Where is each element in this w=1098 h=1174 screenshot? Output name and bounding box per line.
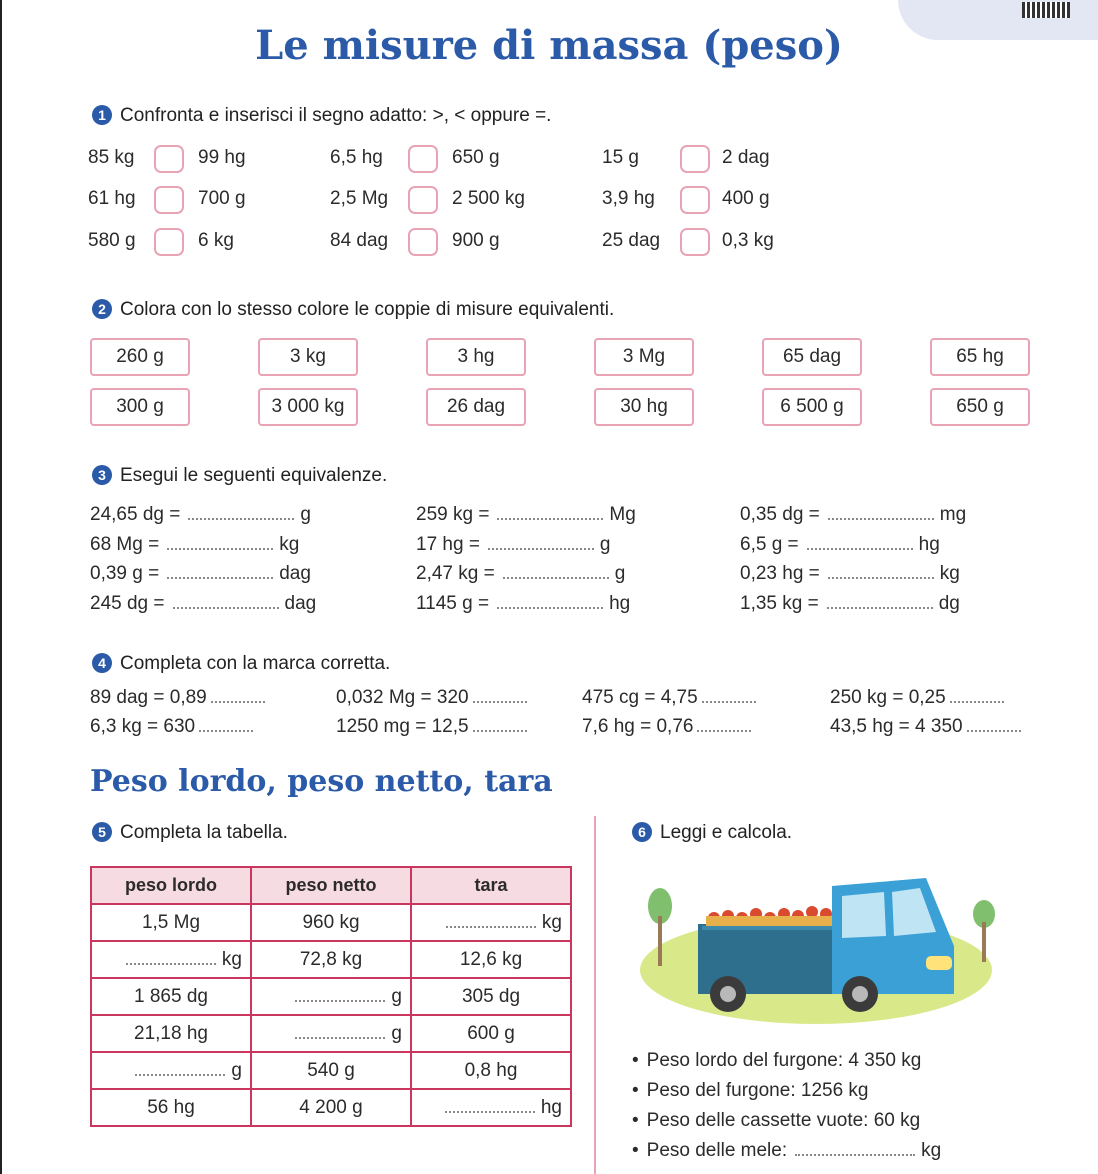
equivalence-item xyxy=(740,593,960,615)
table-cell[interactable] xyxy=(91,1052,251,1089)
table-row xyxy=(91,1089,571,1126)
measure-pill[interactable]: 3 kg xyxy=(258,338,358,376)
unit-blank[interactable] xyxy=(473,716,527,732)
answer-blank[interactable] xyxy=(167,534,273,550)
equivalence-lhs: 1,35 kg = xyxy=(740,593,819,614)
bullet-text: Peso delle cassette vuote: 60 kg xyxy=(646,1110,921,1131)
table-cell: 72,8 kg xyxy=(251,941,411,978)
measure-pill[interactable]: 3 000 kg xyxy=(258,388,358,426)
measure-right: 400 g xyxy=(722,188,770,209)
answer-blank[interactable] xyxy=(167,563,273,579)
unit-item xyxy=(90,716,253,738)
answer-blank[interactable] xyxy=(795,1140,915,1156)
equivalence-unit: mg xyxy=(939,504,967,525)
equivalence-item xyxy=(740,504,966,526)
equivalence-item xyxy=(90,593,316,615)
table-cell[interactable] xyxy=(251,1015,411,1052)
table-cell: 600 g xyxy=(411,1015,571,1052)
comparison-box[interactable] xyxy=(408,186,438,214)
equivalence-unit: g xyxy=(614,563,626,584)
header-peso-lordo: peso lordo xyxy=(91,867,251,904)
ex6-heading xyxy=(632,822,792,844)
equivalence-item xyxy=(740,563,960,585)
measure-pill[interactable]: 6 500 g xyxy=(762,388,862,426)
measure-left: 15 g xyxy=(602,147,639,168)
equivalence-unit: dag xyxy=(279,563,311,584)
table-cell[interactable] xyxy=(91,941,251,978)
unit-item xyxy=(582,687,756,709)
unit-blank[interactable] xyxy=(702,687,756,703)
unit-blank[interactable] xyxy=(199,716,253,732)
measure-pill[interactable]: 300 g xyxy=(90,388,190,426)
unit-item xyxy=(90,687,265,709)
cell-unit: g xyxy=(231,1059,242,1081)
ex2-number-badge: 2 xyxy=(92,299,112,319)
answer-blank[interactable] xyxy=(497,504,603,520)
ex6-instruction: Leggi e calcola. xyxy=(660,822,793,843)
equivalence-item xyxy=(90,504,311,526)
unit-item xyxy=(830,687,1004,709)
equivalence-unit: Mg xyxy=(609,504,636,525)
equivalence-unit: dag xyxy=(284,593,317,614)
equivalence-item xyxy=(90,534,299,556)
equivalence-unit: g xyxy=(300,504,311,525)
measure-left: 580 g xyxy=(88,230,136,251)
comparison-box[interactable] xyxy=(680,228,710,256)
measure-left: 25 dag xyxy=(602,230,661,251)
cell-blank[interactable] xyxy=(445,1097,535,1113)
table-row xyxy=(91,1015,571,1052)
table-cell: 305 dg xyxy=(411,978,571,1015)
equivalence-item xyxy=(416,504,636,526)
comparison-box[interactable] xyxy=(154,145,184,173)
ex4-number-badge: 4 xyxy=(92,653,112,673)
unit-expression: 0,032 Mg = 320 xyxy=(336,687,469,708)
ex1-heading xyxy=(92,105,551,127)
ex6-number-badge: 6 xyxy=(632,822,652,842)
measure-left: 84 dag xyxy=(330,230,389,251)
measure-left: 2,5 Mg xyxy=(330,188,389,209)
answer-blank[interactable] xyxy=(488,534,594,550)
equivalence-unit: kg xyxy=(279,534,300,555)
unit-item xyxy=(336,716,527,738)
unit-expression: 6,3 kg = 630 xyxy=(90,716,196,737)
table-cell: 0,8 hg xyxy=(411,1052,571,1089)
equivalence-unit: hg xyxy=(609,593,631,614)
measure-right: 650 g xyxy=(452,147,500,168)
unit-item xyxy=(336,687,527,709)
measure-right: 0,3 kg xyxy=(722,230,774,251)
measure-right: 900 g xyxy=(452,230,500,251)
comparison-box[interactable] xyxy=(408,228,438,256)
table-cell: 56 hg xyxy=(91,1089,251,1126)
table-row xyxy=(91,1052,571,1089)
equivalence-lhs: 259 kg = xyxy=(416,504,490,525)
table-cell: 960 kg xyxy=(251,904,411,941)
bullet-item xyxy=(632,1076,941,1106)
answer-unit: kg xyxy=(921,1140,942,1161)
answer-blank[interactable] xyxy=(173,593,279,609)
weights-table xyxy=(90,866,572,1127)
measure-right: 2 500 kg xyxy=(452,188,525,209)
equivalence-lhs: 245 dg = xyxy=(90,593,165,614)
equivalence-item xyxy=(416,593,630,615)
comparison-box[interactable] xyxy=(154,228,184,256)
table-cell: 540 g xyxy=(251,1052,411,1089)
unit-expression: 1250 mg = 12,5 xyxy=(336,716,469,737)
ex5-number-badge: 5 xyxy=(92,822,112,842)
answer-blank[interactable] xyxy=(188,504,294,520)
qr-code-icon xyxy=(1022,2,1070,18)
ex5-instruction: Completa la tabella. xyxy=(120,822,288,843)
ex4-heading xyxy=(92,653,390,675)
measure-left: 3,9 hg xyxy=(602,188,655,209)
equivalence-lhs: 0,39 g = xyxy=(90,563,160,584)
equivalence-item xyxy=(416,563,625,585)
unit-expression: 89 dag = 0,89 xyxy=(90,687,207,708)
answer-blank[interactable] xyxy=(807,534,913,550)
equivalence-unit: kg xyxy=(939,563,960,584)
table-cell[interactable] xyxy=(411,904,571,941)
equivalence-lhs: 68 Mg = xyxy=(90,534,160,555)
unit-item xyxy=(830,716,1021,738)
unit-expression: 475 cg = 4,75 xyxy=(582,687,698,708)
table-cell: 4 200 g xyxy=(251,1089,411,1126)
measure-pill[interactable]: 260 g xyxy=(90,338,190,376)
table-cell: 1 865 dg xyxy=(91,978,251,1015)
measure-right: 6 kg xyxy=(198,230,234,251)
problem-data-list xyxy=(632,1046,941,1166)
cell-blank[interactable] xyxy=(126,949,216,965)
table-cell: 12,6 kg xyxy=(411,941,571,978)
measure-pill[interactable]: 26 dag xyxy=(426,388,526,426)
bullet-item xyxy=(632,1046,941,1076)
ex1-instruction: Confronta e inserisci il segno adatto: >, < oppure =. xyxy=(120,105,552,126)
column-divider xyxy=(594,816,596,1174)
unit-blank[interactable] xyxy=(211,687,265,703)
header-peso-netto: peso netto xyxy=(251,867,411,904)
answer-blank[interactable] xyxy=(828,504,934,520)
unit-expression: 7,6 hg = 0,76 xyxy=(582,716,694,737)
unit-blank[interactable] xyxy=(950,687,1004,703)
ex1-number-badge: 1 xyxy=(92,105,112,125)
bullet-text: Peso lordo del furgone: 4 350 kg xyxy=(646,1050,922,1071)
cell-unit: g xyxy=(391,1022,402,1044)
equivalence-item xyxy=(416,534,611,556)
table-cell[interactable] xyxy=(251,978,411,1015)
measure-pill[interactable]: 65 dag xyxy=(762,338,862,376)
ex2-heading xyxy=(92,299,614,321)
equivalence-unit: hg xyxy=(918,534,940,555)
measure-right: 2 dag xyxy=(722,147,770,168)
equivalence-lhs: 17 hg = xyxy=(416,534,480,555)
ex2-instruction: Colora con lo stesso colore le coppie di misure equivalenti. xyxy=(120,299,615,320)
equivalence-lhs: 0,35 dg = xyxy=(740,504,820,525)
measure-pill[interactable]: 650 g xyxy=(930,388,1030,426)
cell-blank[interactable] xyxy=(446,912,536,928)
answer-blank[interactable] xyxy=(827,593,933,609)
page-title: Le misure di massa (peso) xyxy=(255,22,843,69)
cell-blank[interactable] xyxy=(135,1060,225,1076)
measure-left: 61 hg xyxy=(88,188,136,209)
equivalence-lhs: 1145 g = xyxy=(416,593,490,614)
cell-unit: hg xyxy=(540,1096,562,1118)
measure-right: 700 g xyxy=(198,188,246,209)
measure-left: 6,5 hg xyxy=(330,147,383,168)
ex3-instruction: Esegui le seguenti equivalenze. xyxy=(120,465,388,486)
answer-blank[interactable] xyxy=(503,563,609,579)
table-row xyxy=(91,904,571,941)
cell-unit: g xyxy=(391,985,402,1007)
equivalence-item xyxy=(90,563,311,585)
table-row xyxy=(91,978,571,1015)
truck-illustration xyxy=(636,866,1008,1034)
answer-blank[interactable] xyxy=(828,563,934,579)
ex4-instruction: Completa con la marca corretta. xyxy=(120,653,391,674)
table-cell: 1,5 Mg xyxy=(91,904,251,941)
ex3-heading xyxy=(92,465,387,487)
unit-blank[interactable] xyxy=(697,716,751,732)
cell-unit: kg xyxy=(541,911,562,933)
measure-right: 99 hg xyxy=(198,147,246,168)
ex5-heading xyxy=(92,822,288,844)
page-edge xyxy=(0,0,2,1174)
bullet-item xyxy=(632,1136,941,1166)
table-cell: 21,18 hg xyxy=(91,1015,251,1052)
equivalence-unit: dg xyxy=(938,593,960,614)
cell-unit: kg xyxy=(221,948,242,970)
equivalence-lhs: 0,23 hg = xyxy=(740,563,820,584)
header-tara: tara xyxy=(411,867,571,904)
equivalence-lhs: 2,47 kg = xyxy=(416,563,495,584)
bullet-text: Peso delle mele: xyxy=(646,1140,788,1161)
equivalence-lhs: 6,5 g = xyxy=(740,534,799,555)
answer-blank[interactable] xyxy=(497,593,603,609)
cell-blank[interactable] xyxy=(295,1023,385,1039)
measure-pill[interactable]: 65 hg xyxy=(930,338,1030,376)
unit-blank[interactable] xyxy=(967,716,1021,732)
bullet-item xyxy=(632,1106,941,1136)
bullet-text: Peso del furgone: 1256 kg xyxy=(646,1080,869,1101)
unit-blank[interactable] xyxy=(473,687,527,703)
table-cell[interactable] xyxy=(411,1089,571,1126)
measure-pill[interactable]: 3 hg xyxy=(426,338,526,376)
equivalence-unit: g xyxy=(599,534,611,555)
unit-expression: 43,5 hg = 4 350 xyxy=(830,716,963,737)
cell-blank[interactable] xyxy=(295,986,385,1002)
comparison-box[interactable] xyxy=(680,186,710,214)
equivalence-item xyxy=(740,534,940,556)
table-row xyxy=(91,941,571,978)
comparison-box[interactable] xyxy=(408,145,438,173)
comparison-box[interactable] xyxy=(680,145,710,173)
unit-expression: 250 kg = 0,25 xyxy=(830,687,946,708)
measure-pill[interactable]: 30 hg xyxy=(594,388,694,426)
measure-left: 85 kg xyxy=(88,147,135,168)
ex3-number-badge: 3 xyxy=(92,465,112,485)
unit-item xyxy=(582,716,751,738)
comparison-box[interactable] xyxy=(154,186,184,214)
measure-pill[interactable]: 3 Mg xyxy=(594,338,694,376)
section-title: Peso lordo, peso netto, tara xyxy=(90,764,553,799)
equivalence-lhs: 24,65 dg = xyxy=(90,504,181,525)
